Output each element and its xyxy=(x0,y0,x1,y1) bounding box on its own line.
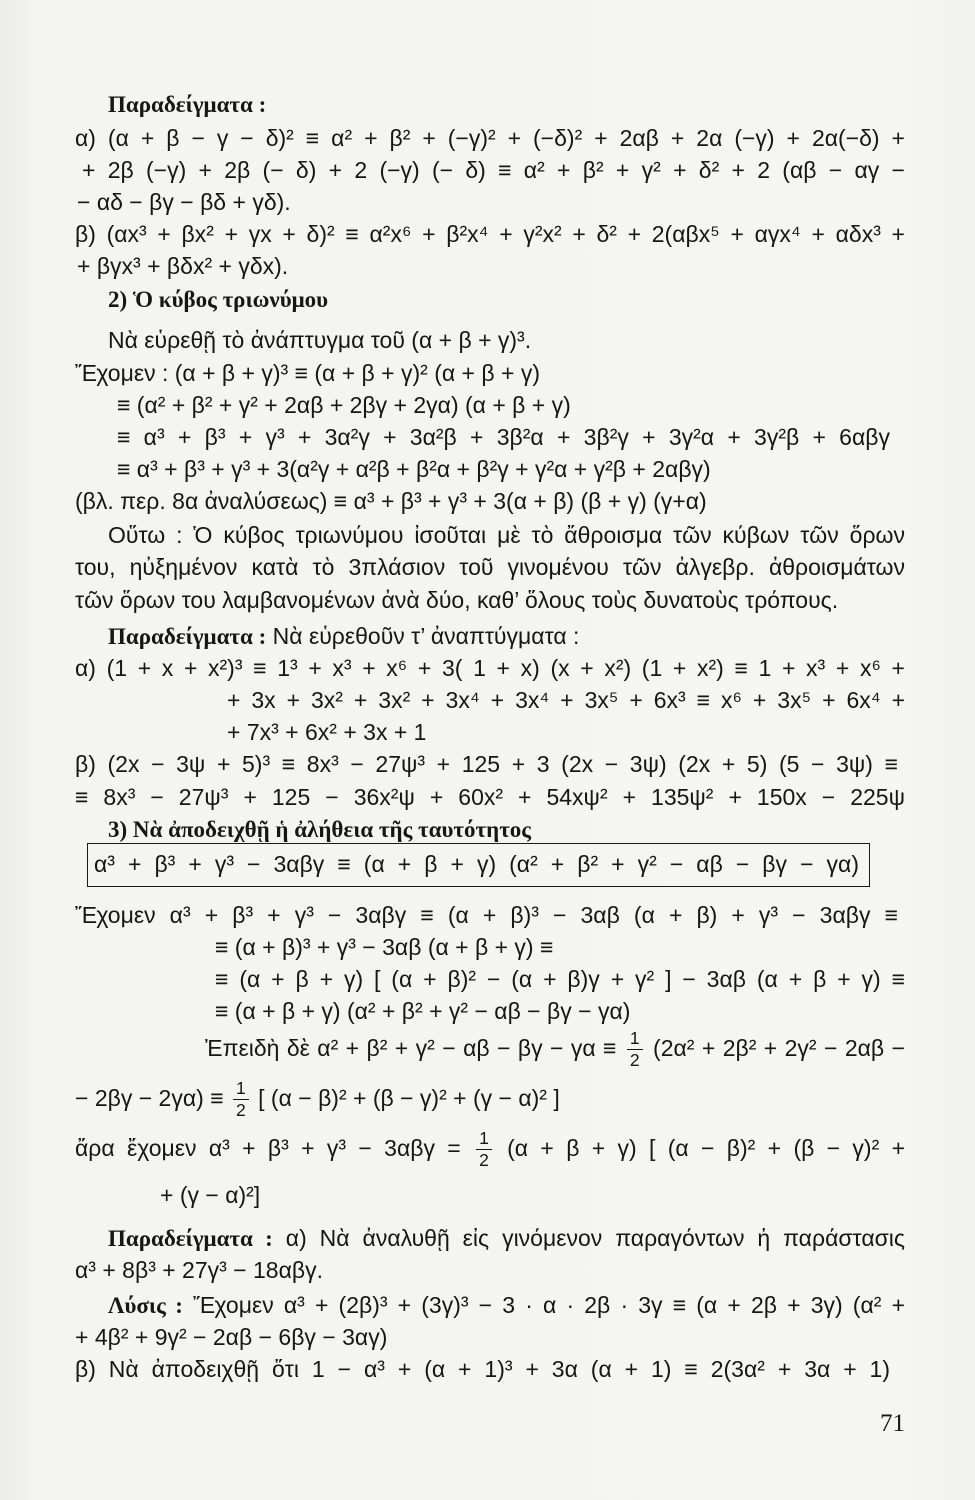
solution-label: Λύσις : xyxy=(108,1293,183,1318)
page-number: 71 xyxy=(880,1410,905,1437)
proof-line-1: Ἔχομεν α³ + β³ + γ³ − 3αβγ ≡ (α + β)³ − 3αβ (α + β) + γ³ − 3αβγ ≡ xyxy=(75,902,898,928)
therefore-line xyxy=(75,1129,905,1170)
since-line xyxy=(205,1029,905,1070)
therefore-before: ἄρα ἔχομεν α³ + β³ + γ³ − 3αβγ = xyxy=(75,1134,461,1161)
solution-text-1: Ἔχομεν α³ + (2β)³ + (3γ)³ − 3 · α · 2β · 3γ ≡ (α + 2β + 3γ) (α² + xyxy=(193,1292,905,1318)
cube-derivation-line-4: ≡ α³ + β³ + γ³ + 3(α²γ + α²β + β²α + β²γ + γ²α + γ²β + 2αβγ) xyxy=(117,456,711,482)
example-2b-line-1: β) (2x − 3ψ + 5)³ ≡ 8x³ − 27ψ³ + 125 + 3 (2x − 3ψ) (2x + 5) (5 − 3ψ) ≡ xyxy=(75,751,898,777)
proof-line-2: ≡ (α + β)³ + γ³ − 3αβ (α + β + γ) ≡ xyxy=(215,934,554,960)
since-cont-line xyxy=(75,1079,905,1120)
fraction-denominator: 2 xyxy=(479,1150,489,1171)
example-1a-line-1: α) (α + β − γ − δ)² ≡ α² + β² + (−γ)² + (−δ)² + 2αβ + 2α (−γ) + 2α(−δ) + xyxy=(75,125,905,151)
section-2-task: Νὰ εὑρεθῇ τὸ ἀνάπτυγμα τοῦ (α + β + γ)³. xyxy=(108,327,532,353)
examples-2-line xyxy=(108,620,905,653)
examples-2-intro: Νὰ εὑρεθοῦν τ’ ἀναπτύγματα : xyxy=(272,623,580,649)
one-half-fraction xyxy=(627,1029,643,1070)
example-1b-line-1: β) (αx³ + βx² + γx + δ)² ≡ α²x⁶ + β²x⁴ + γ²x² + δ² + 2(αβx⁵ + αγx⁴ + αδx³ + xyxy=(75,221,905,247)
example-2a-line-1: α) (1 + x + x²)³ ≡ 1³ + x³ + x⁶ + 3( 1 + x) (x + x²) (1 + x²) ≡ 1 + x³ + x⁶ + xyxy=(75,655,905,681)
cube-derivation-line-3: ≡ α³ + β³ + γ³ + 3α²γ + 3α²β + 3β²α + 3β²γ + 3γ²α + 3γ²β + 6αβγ xyxy=(117,424,890,450)
example-3b-task: β) Νὰ ἀποδειχθῇ ὅτι 1 − α³ + (α + 1)³ + 3α (α + 1) ≡ 2(3α² + 3α + 1) xyxy=(75,1356,890,1382)
examples-2-heading: Παραδείγματα : xyxy=(108,624,267,649)
section-3-heading: 3) Νὰ ἀποδειχθῇ ἡ ἀλήθεια τῆς ταυτότητος xyxy=(108,817,531,842)
example-3a-task: α) Νὰ ἀναλυθῇ εἰς γινόμενον παραγόντων ἡ παράστασις xyxy=(285,1225,905,1251)
example-3a-expression: α³ + 8β³ + 27γ³ − 18αβγ. xyxy=(75,1257,324,1283)
identity-formula: α³ + β³ + γ³ − 3αβγ ≡ (α + β + γ) (α² + β² + γ² − αβ − βγ − γα) xyxy=(94,851,859,877)
cube-conclusion-line-2: του, ηὐξημένον κατὰ τὸ 3πλάσιον τοῦ γινομένου τῶν ἀλγεβρ. ἀθροισμάτων xyxy=(75,554,905,580)
example-1a-line-3: − αδ − βγ − βδ + γδ). xyxy=(77,189,291,215)
example-1b-line-2: + βγx³ + βδx² + γδx). xyxy=(77,253,289,279)
cube-derivation-line-2: ≡ (α² + β² + γ² + 2αβ + 2βγ + 2γα) (α + β + γ) xyxy=(117,392,571,418)
fraction-denominator: 2 xyxy=(236,1100,246,1121)
one-half-fraction xyxy=(233,1079,249,1120)
since-cont-before: − 2βγ − 2γα) ≡ xyxy=(75,1084,224,1111)
therefore-after: (α + β + γ) [ (α − β)² + (β − γ)² + xyxy=(507,1134,905,1161)
example-2b-line-2: ≡ 8x³ − 27ψ³ + 125 − 36x²ψ + 60x² + 54xψ² + 135ψ² + 150x − 225ψ xyxy=(75,784,905,810)
example-2a-line-3: + 7x³ + 6x² + 3x + 1 xyxy=(227,719,427,745)
cube-conclusion-line-1: Οὕτω : Ὁ κύβος τριωνύμου ἰσοῦται μὲ τὸ ἄθροισμα τῶν κύβων τῶν ὅρων xyxy=(108,522,905,548)
example-1a-line-2: + 2β (−γ) + 2β (− δ) + 2 (−γ) (− δ) ≡ α² + β² + γ² + δ² + 2 (αβ − αγ − xyxy=(82,157,905,183)
cube-derivation-line-5: (βλ. περ. 8α ἀναλύσεως) ≡ α³ + β³ + γ³ + 3(α + β) (β + γ) (γ+α) xyxy=(75,488,707,514)
examples-1-heading: Παραδείγματα : xyxy=(108,92,267,117)
examples-3-heading: Παραδείγματα : xyxy=(108,1226,273,1251)
fraction-numerator: 1 xyxy=(233,1079,249,1100)
example-2a-line-2: + 3x + 3x² + 3x² + 3x⁴ + 3x⁴ + 3x⁵ + 6x³ ≡ x⁶ + 3x⁵ + 6x⁴ + xyxy=(227,687,905,713)
since-cont-after: [ (α − β)² + (β − γ)² + (γ − α)² ] xyxy=(258,1084,560,1111)
fraction-numerator: 1 xyxy=(476,1129,492,1150)
identity-box xyxy=(87,843,870,887)
since-before: Ἐπειδὴ δὲ α² + β² + γ² − αβ − βγ − γα ≡ xyxy=(205,1034,617,1061)
fraction-numerator: 1 xyxy=(627,1029,643,1050)
proof-line-3: ≡ (α + β + γ) [ (α + β)² − (α + β)γ + γ² ] − 3αβ (α + β + γ) ≡ xyxy=(215,966,905,992)
one-half-fraction xyxy=(476,1129,492,1170)
cube-derivation-line-1: Ἔχομεν : (α + β + γ)³ ≡ (α + β + γ)² (α + β + γ) xyxy=(75,360,540,386)
proof-line-4: ≡ (α + β + γ) (α² + β² + γ² − αβ − βγ − γα) xyxy=(215,998,631,1024)
cube-conclusion-line-3: τῶν ὅρων του λαμβανομένων ἀνὰ δύο, καθ’ ὅλους τοὺς δυνατοὺς τρόπους. xyxy=(75,587,839,613)
since-after: (2α² + 2β² + 2γ² − 2αβ − xyxy=(653,1034,905,1061)
fraction-denominator: 2 xyxy=(629,1050,640,1071)
therefore-cont-line: + (γ − α)²] xyxy=(160,1182,261,1208)
section-2-heading: 2) Ὁ κύβος τριωνύμου xyxy=(108,287,329,312)
examples-3-line xyxy=(108,1222,905,1255)
solution-line-2: + 4β² + 9γ² − 2αβ − 6βγ − 3αγ) xyxy=(75,1324,388,1350)
solution-line-1 xyxy=(108,1289,905,1322)
